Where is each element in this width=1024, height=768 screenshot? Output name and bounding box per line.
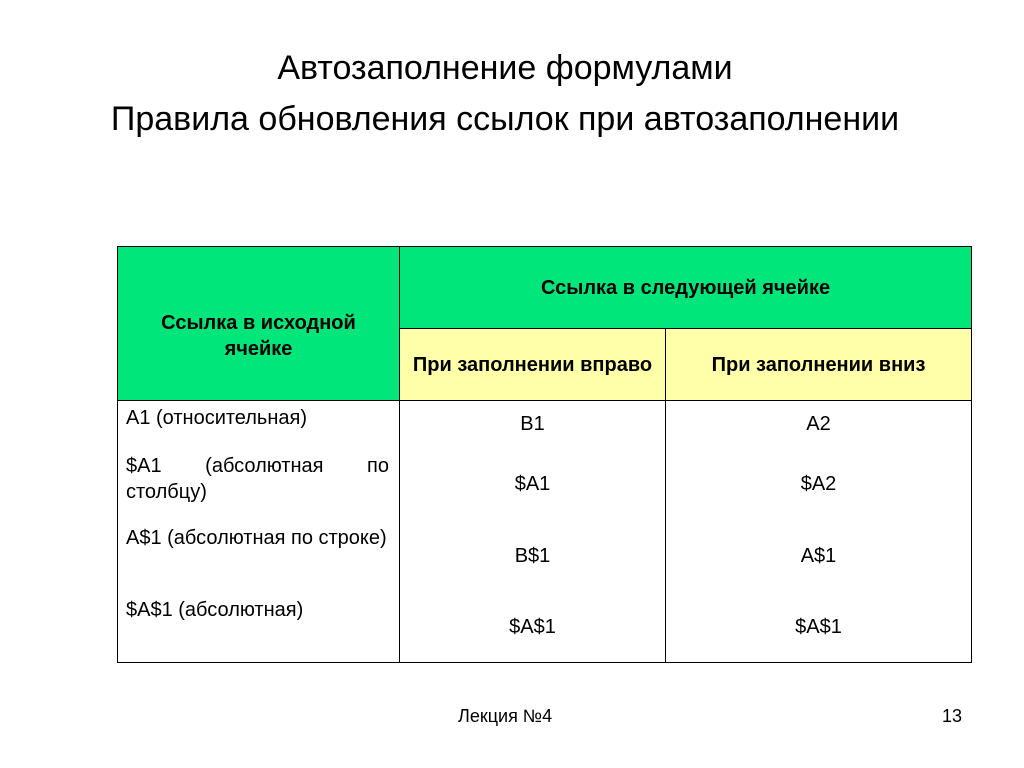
fill-down-value: A2 bbox=[666, 401, 972, 449]
table-row bbox=[118, 449, 972, 521]
fill-right-value: $A$1 bbox=[400, 593, 666, 663]
fill-down-value: $A$1 bbox=[666, 593, 972, 663]
reference-rules-table bbox=[117, 246, 972, 663]
table-row bbox=[118, 593, 972, 663]
ref-cell: $A1 (абсолютная по столбцу) bbox=[118, 449, 400, 521]
slide-title: Автозаполнение формулами bbox=[277, 49, 733, 87]
page-number: 13 bbox=[942, 706, 963, 726]
slide-subtitle: Правила обновления ссылок при автозаполнении bbox=[110, 100, 900, 138]
table-row bbox=[118, 521, 972, 593]
subheader-fill-down: При заполнении вниз bbox=[666, 329, 972, 401]
fill-down-value: $A2 bbox=[666, 449, 972, 521]
fill-right-value: $A1 bbox=[400, 449, 666, 521]
fill-right-value: B$1 bbox=[400, 521, 666, 593]
fill-right-value: B1 bbox=[400, 401, 666, 449]
ref-cell: A$1 (абсолютная по строке) bbox=[118, 521, 400, 593]
table-row bbox=[118, 401, 972, 449]
subheader-fill-right: При заполнении вправо bbox=[400, 329, 666, 401]
header-next-cell: Ссылка в следующей ячейке bbox=[400, 247, 972, 329]
ref-cell: A1 (относительная) bbox=[118, 401, 400, 449]
ref-cell: $A$1 (абсолютная) bbox=[118, 593, 400, 663]
footer-lecture-label: Лекция №4 bbox=[458, 706, 553, 726]
fill-down-value: A$1 bbox=[666, 521, 972, 593]
header-source-cell: Ссылка в исходной ячейке bbox=[118, 247, 400, 401]
